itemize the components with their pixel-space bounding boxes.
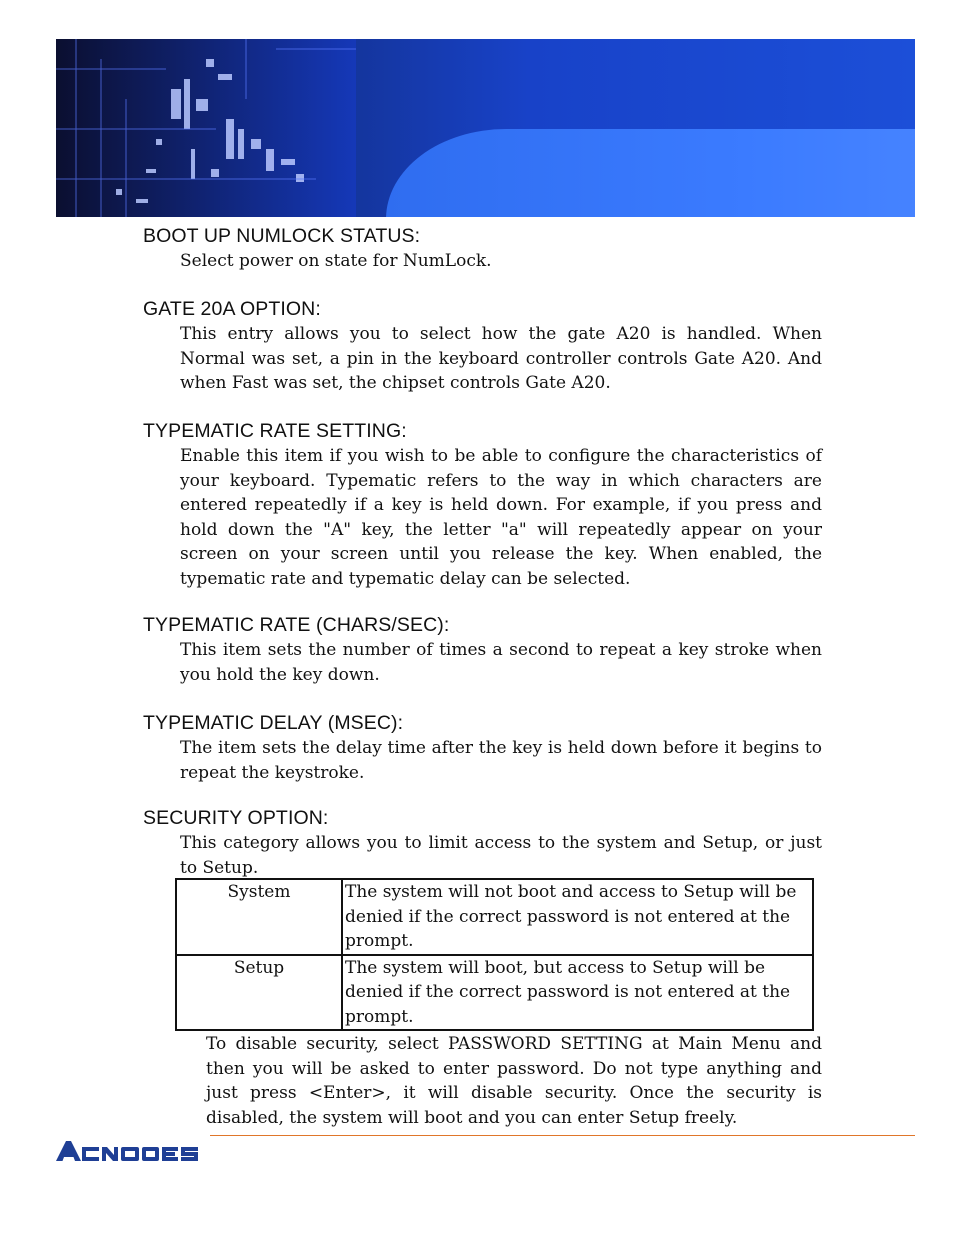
table-row [176, 955, 813, 1031]
section-security-option [143, 807, 843, 880]
table-cell-description: The system will boot, but access to Setup will be denied if the correct password is not entered at the prompt. [342, 955, 813, 1031]
section-body: The item sets the delay time after the key is held down before it begins to repeat the keystroke. [180, 738, 822, 783]
section-boot-up-numlock [143, 225, 843, 274]
section-title: BOOT UP NUMLOCK STATUS: [143, 225, 421, 247]
section-gate-a20 [143, 298, 843, 396]
section-typematic-rate-setting [143, 420, 843, 591]
table-row [176, 879, 813, 955]
header-banner [56, 39, 915, 217]
security-table [175, 878, 814, 1031]
footer-rule [210, 1135, 915, 1136]
section-body: This entry allows you to select how the gate A20 is handled. When Normal was set, a pin in the keyboard controller controls Gate A20. And when Fast was set, the chipset controls Gate A20. [180, 324, 822, 393]
circuit-board-image [56, 39, 356, 217]
section-typematic-rate-chars [143, 614, 843, 687]
section-body: Enable this item if you wish to be able to configure the characteristics of your keyboard. Typematic refers to the way in which characters are entered repeatedly if a key is held down. For example, if you press and hold down the "A" key, the letter "a" will repeatedly appear on your screen on your screen until you release the key. When enabled, the typematic rate and typematic delay can be selected. [180, 446, 822, 589]
section-title: TYPEMATIC RATE (CHARS/SEC): [143, 614, 450, 636]
section-body: This category allows you to limit access to the system and Setup, or just to Setup. [180, 833, 822, 878]
section-body: This item sets the number of times a second to repeat a key stroke when you hold the key down. [180, 640, 822, 685]
security-disable-note: To disable security, select PASSWORD SETTING at Main Menu and then you will be asked to enter password. Do not type anything and just press <Enter>, it will disable security. Once the security is disabled, the system will boot and you can enter Setup freely. [206, 1034, 822, 1128]
logo-wordmark [56, 1139, 212, 1163]
table-cell-option: Setup [176, 955, 342, 1031]
table-cell-description: The system will not boot and access to Setup will be denied if the correct password is not entered at the prompt. [342, 879, 813, 955]
section-typematic-delay [143, 712, 843, 785]
acnodes-logo [56, 1139, 212, 1163]
table-cell-option: System [176, 879, 342, 955]
banner-wave [386, 129, 915, 217]
section-title: GATE 20A OPTION: [143, 298, 321, 320]
section-title: SECURITY OPTION: [143, 807, 329, 829]
section-title: TYPEMATIC DELAY (MSEC): [143, 712, 404, 734]
section-body: Select power on state for NumLock. [180, 251, 492, 271]
section-title: TYPEMATIC RATE SETTING: [143, 420, 407, 442]
